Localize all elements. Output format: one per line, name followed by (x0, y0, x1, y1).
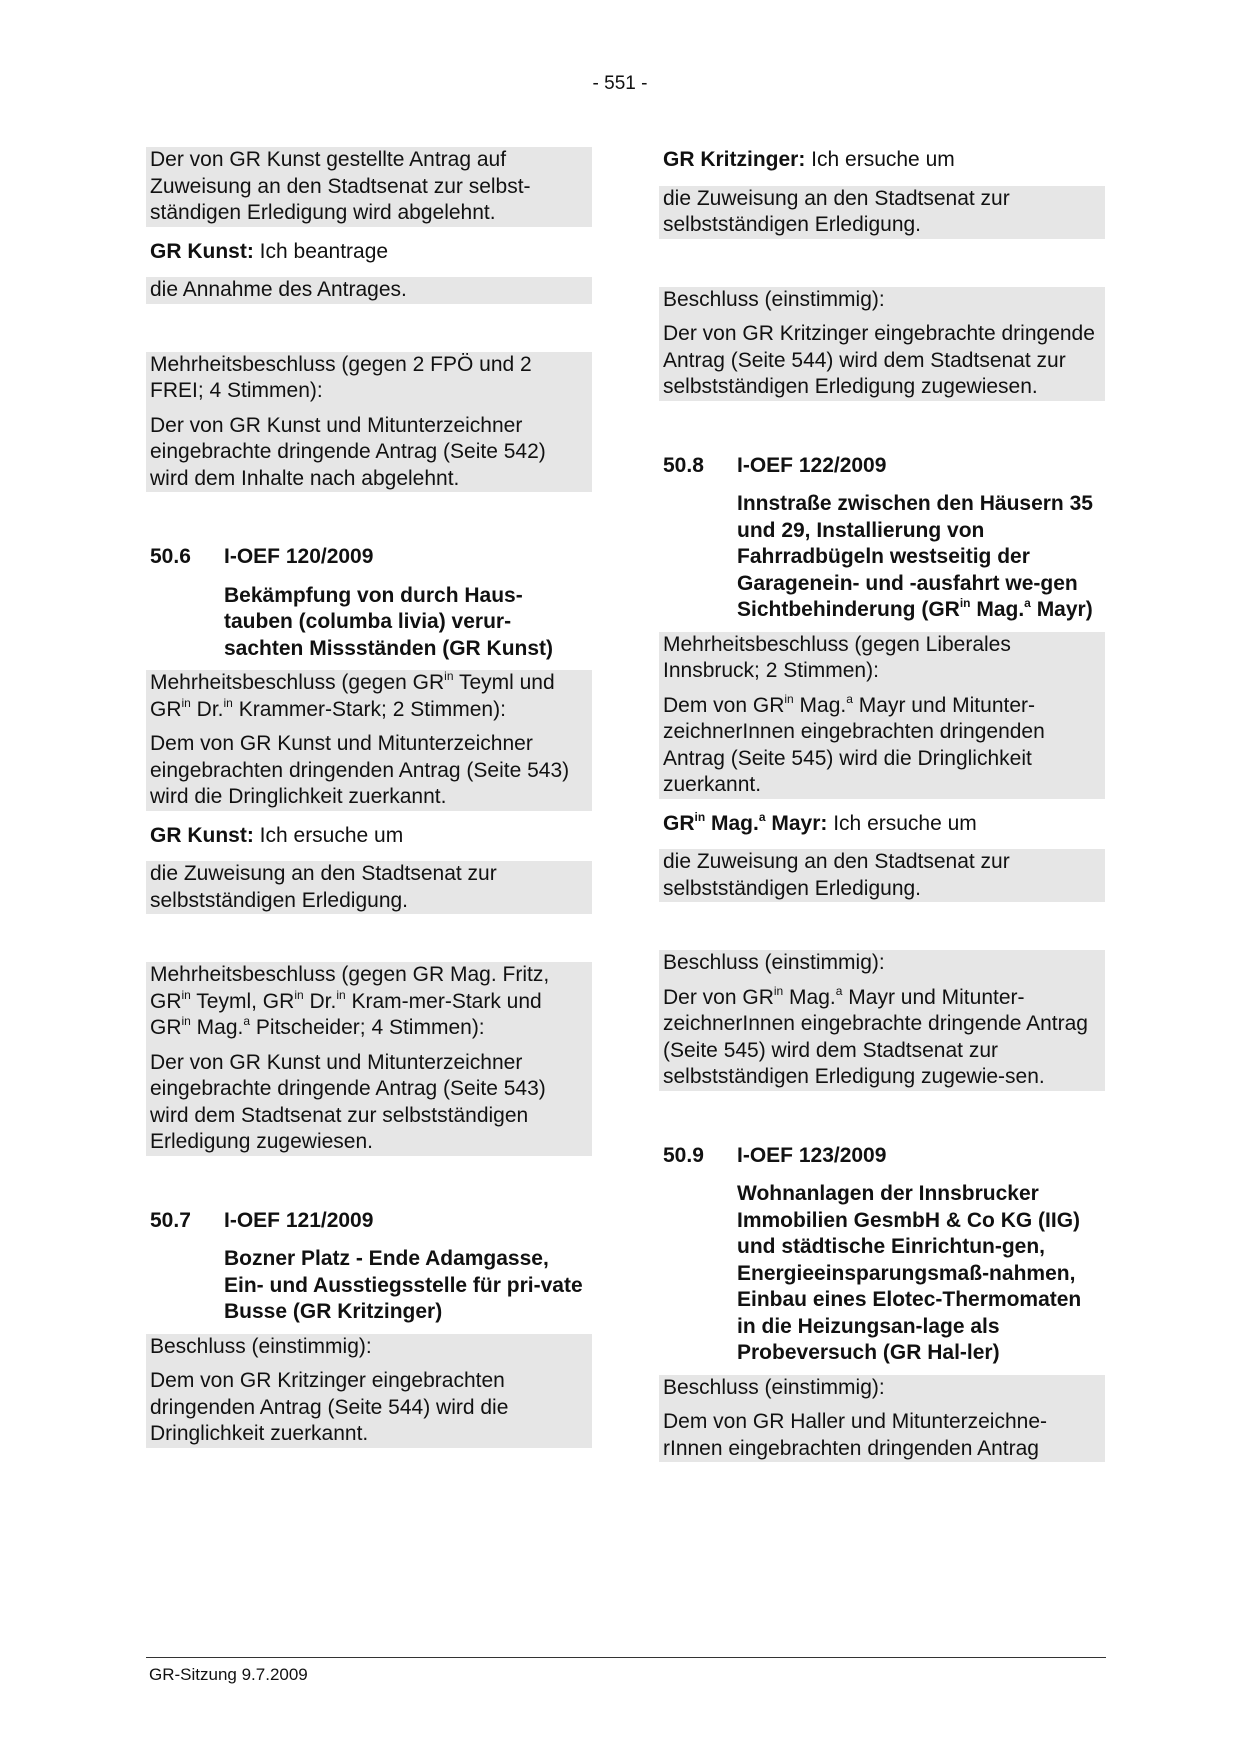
section-number: 50.9 (663, 1143, 704, 1167)
section-number: 50.8 (663, 453, 704, 477)
paragraph: Dem von $GR^{in}$ Mag.$^a$ Mayr und Mitunter-zeichnerInnen eingebrachten dringenden Antrag (Seite 545) wird die Dringlichkeit zuerkannt. (663, 691, 1045, 796)
section-code: I-OEF 121/2009 (224, 1208, 374, 1232)
vote-result: Mehrheitsbeschluss (gegen Liberales Innsbruck; 2 Stimmen): (663, 632, 1011, 682)
paragraph: die Zuweisung an den Stadtsenat zur selbstständigen Erledigung. (659, 849, 1105, 902)
speaker-line (659, 811, 1105, 838)
section-heading-50-7 (146, 1208, 592, 1235)
paragraph: die Zuweisung an den Stadtsenat zur selbstständigen Erledigung. (659, 186, 1105, 239)
section-code: I-OEF 120/2009 (224, 545, 374, 568)
paragraph: die Annahme des Antrages. (146, 277, 592, 304)
vote-result: Mehrheitsbeschluss (gegen $GR^{in}$ Teyml und $GR^{in}$ Dr.$^{in}$ Krammer-Stark; 2 Stimmen): (150, 669, 555, 721)
paragraph: die Zuweisung an den Stadtsenat zur selbstständigen Erledigung. (146, 861, 592, 914)
speaker-name: $GR^{in}$ Mag.$^a$ Mayr: (663, 809, 828, 835)
paragraph: Der von GR Kunst gestellte Antrag auf Zuweisung an den Stadtsenat zur selbst-ständigen Erledigung wird abgelehnt. (146, 147, 592, 227)
paragraph: Der von $GR^{in}$ Mag.$^a$ Mayr und Mitunter-zeichnerInnen eingebrachte dringende Antrag (Seite 545) wird dem Stadtsenat zur selbstständigen Erledigung zugewie-sen. (663, 983, 1088, 1088)
speaker-line (659, 147, 1105, 174)
section-code: I-OEF 123/2009 (737, 1143, 887, 1167)
section-subject: Innstraße zwischen den Häusern 35 und 29, Installierung von Fahrradbügeln westseitig der Garagenein- und -ausfahrt we-gen Sichtbehinderung ($GR^{in}$ Mag.$^a$ Mayr) (737, 492, 1093, 621)
paragraph: Der von GR Kunst und Mitunterzeichner eingebrachte dringende Antrag (Seite 542) wird dem Inhalte nach abgelehnt. (150, 413, 546, 490)
section-number: 50.7 (150, 1208, 191, 1232)
vote-result: Mehrheitsbeschluss (gegen 2 FPÖ und 2 FREI; 4 Stimmen): (150, 352, 532, 402)
vote-result: Beschluss (einstimmig): (663, 287, 885, 311)
speaker-name: GR Kunst: (150, 239, 254, 263)
section-subject: Bekämpfung von durch Haus-tauben (columba livia) verur-sachten Missständen (GR Kunst) (224, 583, 554, 660)
vote-result: Beschluss (einstimmig): (150, 1334, 372, 1358)
footer-divider (146, 1657, 1106, 1658)
speaker-text: Ich ersuche um (827, 811, 977, 835)
section-subject: Wohnanlagen der Innsbrucker Immobilien GesmbH & Co KG (IIG) und städtische Einrichtun-gen, Energieeinsparungsmaß-nahmen, Einbau eines Elotec-Thermomaten in die Heizungsan-lage als Probeversuch (GR Hal-ler) (737, 1182, 1082, 1364)
section-number: 50.6 (150, 545, 191, 568)
speaker-line (146, 239, 592, 266)
section-heading-50-9 (659, 1143, 1105, 1170)
vote-result: Beschluss (einstimmig): (663, 1375, 885, 1399)
paragraph: Dem von GR Haller und Mitunterzeichne-rInnen eingebrachten dringenden Antrag (663, 1410, 1047, 1460)
page-number: - 551 - (592, 73, 648, 94)
vote-result: Beschluss (einstimmig): (663, 951, 885, 974)
speaker-line (146, 823, 592, 850)
section-heading-50-6 (146, 544, 592, 571)
footer-text: GR-Sitzung 9.7.2009 (149, 1665, 308, 1684)
speaker-name: GR Kunst: (150, 823, 254, 847)
left-column (146, 147, 592, 1448)
speaker-name: GR Kritzinger: (663, 148, 806, 171)
section-code: I-OEF 122/2009 (737, 453, 887, 477)
speaker-text: Ich ersuche um (805, 148, 955, 171)
paragraph: Dem von GR Kunst und Mitunterzeichner eingebrachten dringenden Antrag (Seite 543) wird die Dringlichkeit zuerkannt. (150, 732, 570, 808)
section-heading-50-8 (659, 453, 1105, 480)
paragraph: Der von GR Kritzinger eingebrachte dringende Antrag (Seite 544) wird dem Stadtsenat zur selbstständigen Erledigung zugewiesen. (663, 322, 1095, 398)
paragraph: Dem von GR Kritzinger eingebrachten dringenden Antrag (Seite 544) wird die Dringlichkeit zuerkannt. (150, 1369, 509, 1445)
speaker-text: Ich ersuche um (253, 823, 404, 847)
vote-result: Mehrheitsbeschluss (gegen GR Mag. Fritz, $GR^{in}$ Teyml, $GR^{in}$ Dr.$^{in}$ Kram-mer-Stark und $GR^{in}$ Mag.$^a$ Pitscheider; 4 Stimmen): (150, 963, 550, 1039)
speaker-text: Ich beantrage (253, 239, 389, 263)
paragraph: Der von GR Kunst und Mitunterzeichner eingebrachte dringende Antrag (Seite 543) wird dem Stadtsenat zur selbstständigen Erledigung zugewiesen. (150, 1050, 546, 1153)
right-column (659, 147, 1105, 1462)
section-subject: Bozner Platz - Ende Adamgasse, Ein- und Ausstiegsstelle für pri-vate Busse (GR Kritzinger) (224, 1247, 583, 1323)
